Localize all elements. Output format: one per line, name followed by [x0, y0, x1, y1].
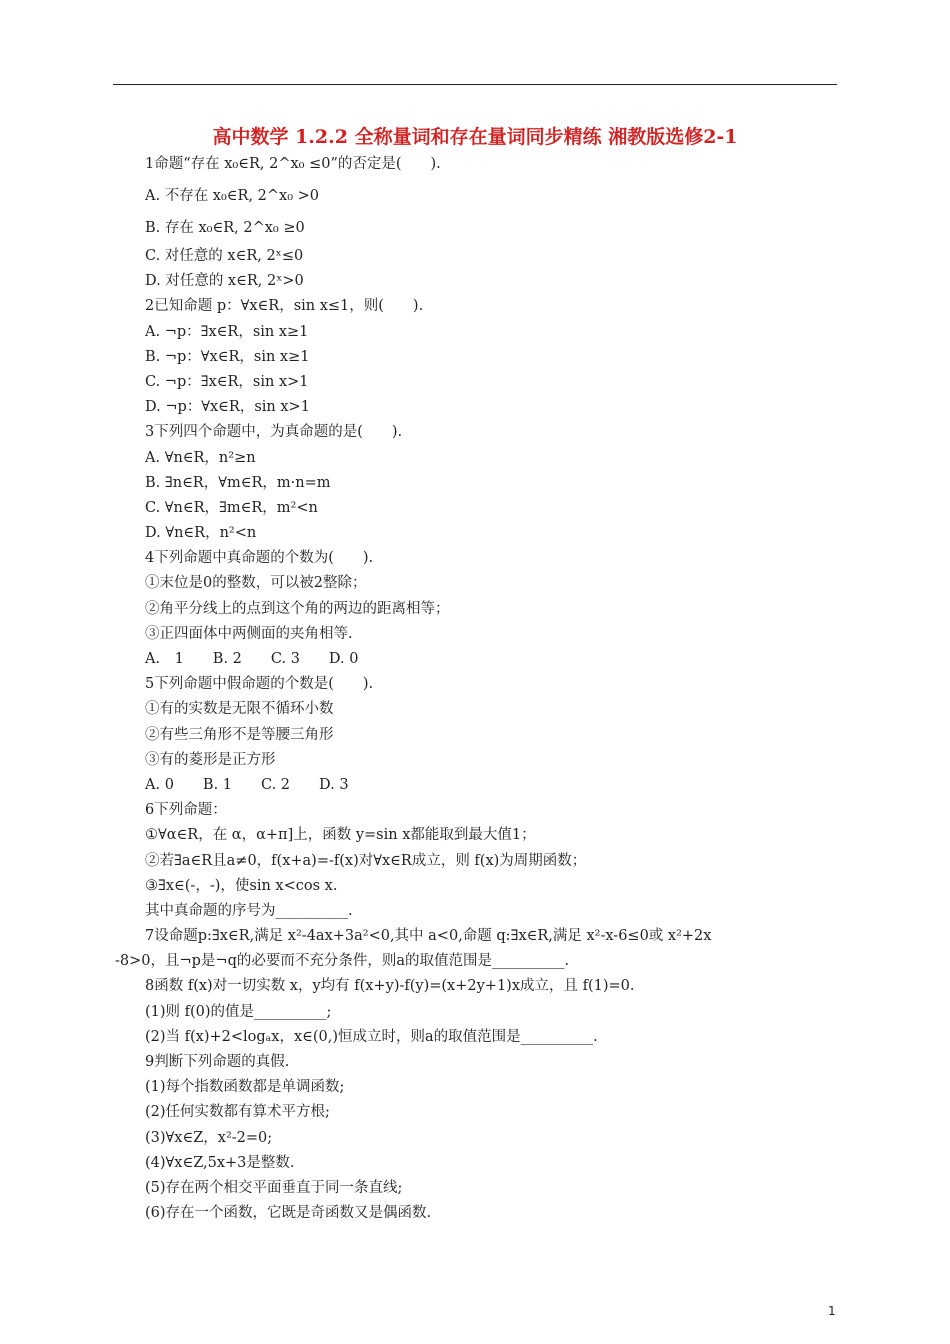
text-line: (6)存在一个函数，它既是奇函数又是偶函数.	[145, 1205, 432, 1222]
text-line: ②若∃a∈R且a≠0，f(x+a)=-f(x)对∀x∈R成立，则 f(x)为周期函数；	[145, 852, 587, 869]
text-line: A. ¬p：∃x∈R，sin x≥1	[145, 323, 309, 340]
text-line: (2)当 f(x)+2<logₐx，x∈(0,)恒成立时，则a的取值范围是__________.	[145, 1028, 598, 1045]
text-line: A. 不存在 x₀∈R, 2^x₀ >0	[145, 188, 320, 204]
text-line: ②角平分线上的点到这个角的两边的距离相等；	[145, 600, 450, 617]
text-line: ③正四面体中两侧面的夹角相等.	[145, 625, 353, 642]
text-line: 1命题“存在 x₀∈R, 2^x₀ ≤0”的否定是( ).	[145, 156, 441, 172]
text-line: ①末位是0的整数，可以被2整除；	[145, 575, 367, 592]
text-line: B. ¬p：∀x∈R，sin x≥1	[145, 348, 310, 365]
text-line: ③∃x∈(-，-)，使sin x<cos x.	[145, 877, 338, 894]
text-line: (2)任何实数都有算术平方根;	[145, 1104, 330, 1121]
text-line: 4下列命题中真命题的个数为( ).	[145, 550, 374, 567]
text-line: C. ¬p：∃x∈R，sin x>1	[145, 373, 309, 390]
text-line: -8>0，且¬p是¬q的必要而不充分条件，则a的取值范围是__________.	[115, 953, 570, 970]
text-line: D. ∀n∈R，n²<n	[145, 525, 257, 542]
text-line: (5)存在两个相交平面垂直于同一条直线;	[145, 1179, 403, 1196]
text-line: C. 对任意的 x∈R, 2ˣ≤0	[145, 248, 304, 264]
text-line: 8函数 f(x)对一切实数 x，y均有 f(x+y)-f(y)=(x+2y+1)x成立，且 f(1)=0.	[145, 978, 635, 995]
text-line: A. 1 B. 2 C. 3 D. 0	[145, 651, 359, 667]
text-line: ③有的菱形是正方形	[145, 751, 276, 768]
text-line: 其中真命题的序号为__________.	[145, 902, 353, 919]
text-line: (1)每个指数函数都是单调函数;	[145, 1079, 345, 1096]
text-line: ①∀α∈R，在 α，α+π]上，函数 y=sin x都能取到最大值1；	[145, 827, 536, 844]
text-line: 2已知命题 p：∀x∈R，sin x≤1，则( ).	[145, 298, 424, 315]
page-number: 1	[828, 1304, 836, 1318]
text-line: 7设命题p:∃x∈R,满足 x²-4ax+3a²<0,其中 a<0,命题 q:∃x∈R,满足 x²-x-6≤0或 x²+2x	[145, 928, 712, 945]
text-line: (4)∀x∈Z,5x+3是整数.	[145, 1154, 295, 1171]
text-line: ①有的实数是无限不循环小数	[145, 701, 334, 718]
header-rule	[113, 84, 837, 85]
text-line: A. 0 B. 1 C. 2 D. 3	[145, 776, 349, 793]
text-line: (3)∀x∈Z，x²-2=0;	[145, 1129, 273, 1146]
text-line: D. 对任意的 x∈R, 2ˣ>0	[145, 273, 304, 290]
text-line: (1)则 f(0)的值是__________;	[145, 1003, 332, 1020]
document-title: 高中数学 1.2.2 全称量词和存在量词同步精练 湘教版选修2-1	[212, 126, 738, 148]
text-line: ②有些三角形不是等腰三角形	[145, 726, 334, 743]
text-line: 9判断下列命题的真假.	[145, 1054, 290, 1070]
text-line: 6下列命题：	[145, 802, 227, 819]
text-line: C. ∀n∈R，∃m∈R，m²<n	[145, 499, 318, 516]
document-body	[115, 148, 845, 1226]
text-line: B. 存在 x₀∈R, 2^x₀ ≥0	[145, 220, 305, 236]
text-line: 5下列命题中假命题的个数是( ).	[145, 676, 374, 693]
text-line: B. ∃n∈R，∀m∈R，m·n=m	[145, 474, 331, 491]
text-line: 3下列四个命题中，为真命题的是( ).	[145, 424, 403, 441]
text-line: A. ∀n∈R，n²≥n	[145, 449, 256, 466]
text-line: D. ¬p：∀x∈R，sin x>1	[145, 399, 310, 416]
